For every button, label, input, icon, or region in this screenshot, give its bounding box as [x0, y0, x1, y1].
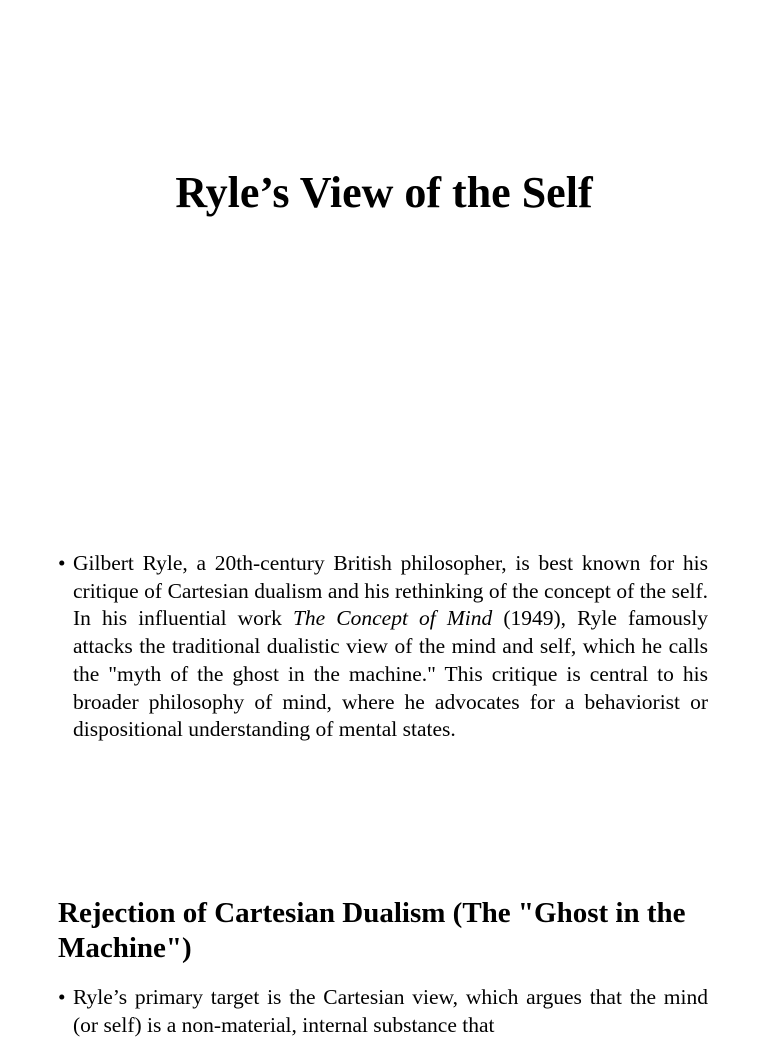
section-heading: Rejection of Cartesian Dualism (The "Ghost in the Machine") — [58, 897, 686, 964]
intro-paragraph — [58, 550, 708, 744]
intro-text-part2: (1949), Ryle famously attacks the traditional dualistic view of the mind and self, which he calls the "myth of the ghost in the machine." This critique is central to his broader philosophy of mind, where he advocates for a behaviorist or dispositional understanding of mental states. — [73, 606, 708, 742]
section-bullet — [58, 984, 708, 1039]
bullet-marker: • — [58, 985, 66, 1009]
intro-text-part1: Gilbert Ryle, a 20th-century British philosopher, is best known for his critique of Cartesian dualism and his rethinking of the concept of the self. In his influential work — [73, 551, 708, 631]
bullet-marker: • — [58, 551, 66, 575]
intro-text — [58, 550, 708, 744]
book-title: The Concept of Mind — [292, 606, 493, 631]
page-title: Ryle’s View of the Self — [175, 168, 593, 217]
section-bullet-text: Ryle’s primary target is the Cartesian view, which argues that the mind (or self) is a non-material, internal substance that — [73, 985, 708, 1037]
